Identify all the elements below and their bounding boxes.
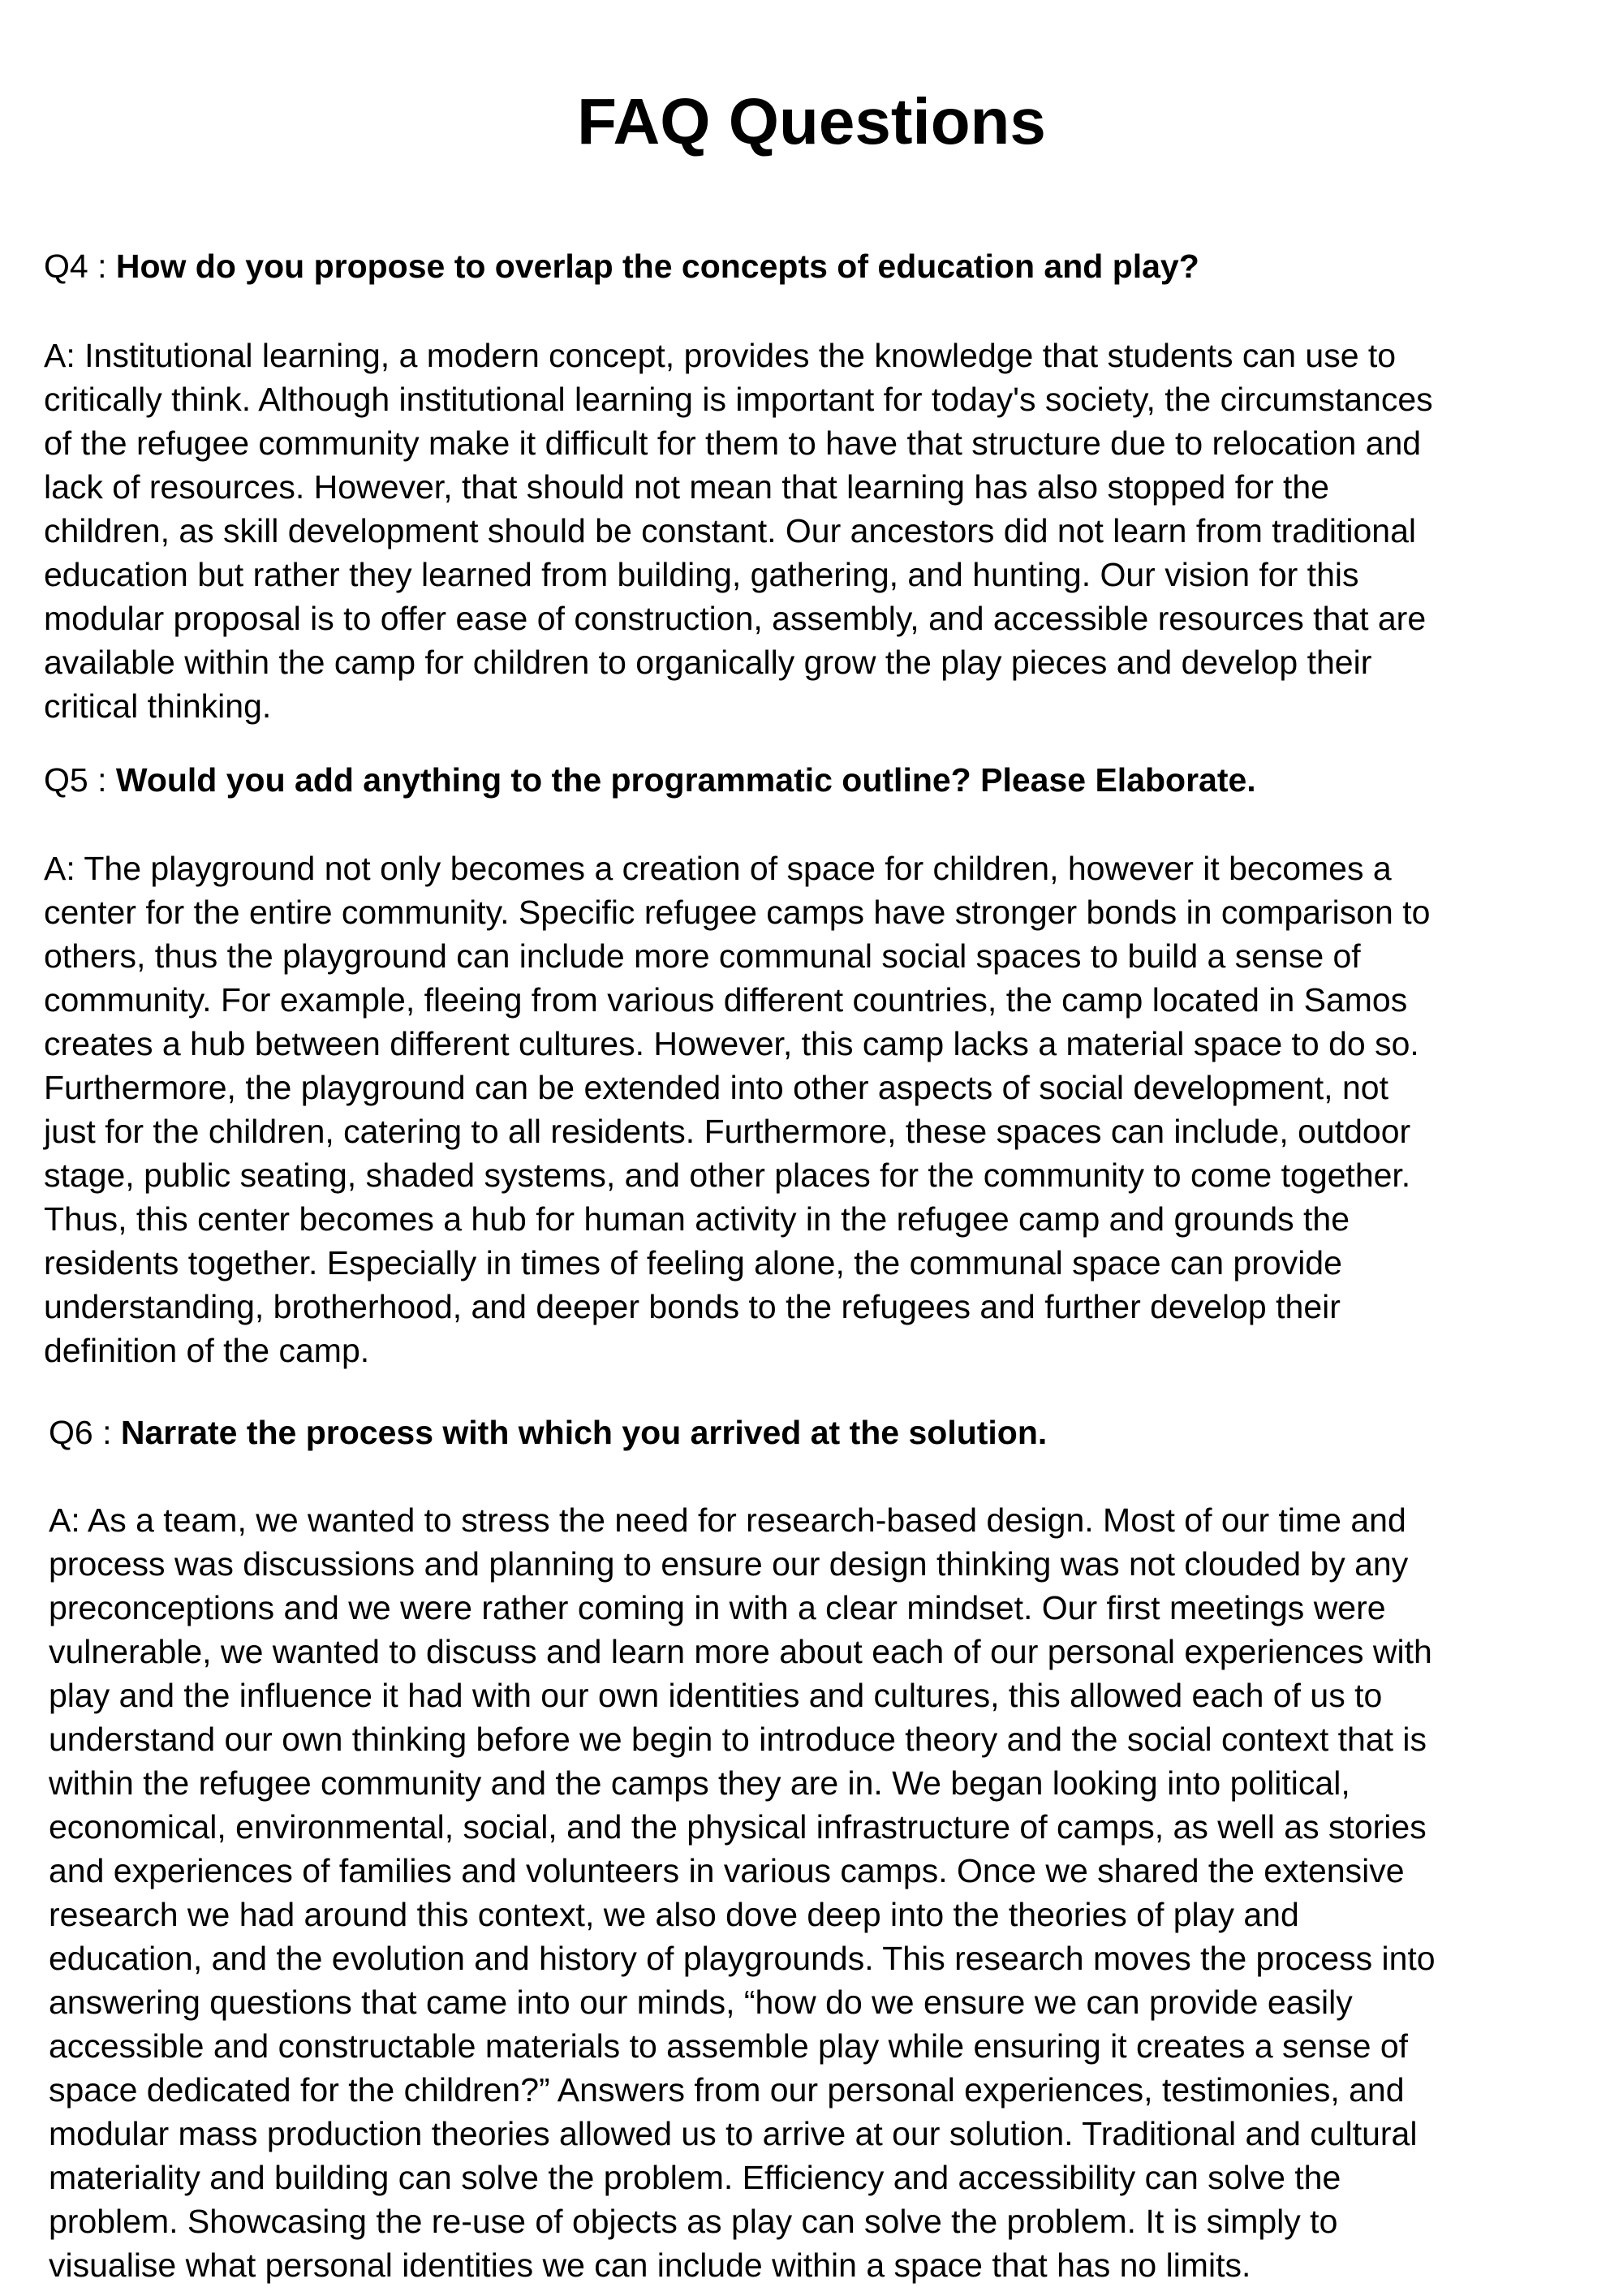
answer-line: modular mass production theories allowed us to arrive at our solution. Traditional and cultural [49, 2115, 1418, 2152]
answer-line: critical thinking. [44, 687, 272, 725]
answer-line: preconceptions and we were rather coming in with a clear mindset. Our first meetings were [49, 1589, 1386, 1626]
answer-line: lack of resources. However, that should not mean that learning has also stopped for the [44, 468, 1329, 506]
answer-line: of the refugee community make it difficult for them to have that structure due to relocation and [44, 424, 1422, 462]
answer-line: Thus, this center becomes a hub for human activity in the refugee camp and grounds the [44, 1200, 1350, 1238]
question-prefix: Q4 : [44, 248, 116, 285]
answer-line: visualise what personal identities we can include within a space that has no limits. [49, 2246, 1251, 2284]
answer-q5 [44, 846, 1623, 1372]
answer-line: accessible and constructable materials to assemble play while ensuring it creates a sense of [49, 2027, 1409, 2065]
answer-line: problem. Showcasing the re-use of objects as play can solve the problem. It is simply to [49, 2203, 1338, 2240]
question-prefix: Q5 : [44, 761, 116, 799]
question-prefix: Q6 : [49, 1414, 121, 1451]
question-text: Narrate the process with which you arrived at the solution. [120, 1414, 1048, 1451]
answer-line: economical, environmental, social, and the physical infrastructure of camps, as well as stories [49, 1808, 1427, 1846]
answer-line: within the refugee community and the camps they are in. We began looking into political, [49, 1764, 1350, 1802]
answer-line: critically think. Although institutional learning is important for today's society, the circumstances [44, 381, 1433, 418]
answer-line: available within the camp for children to organically grow the play pieces and develop their [44, 644, 1372, 681]
answer-line: vulnerable, we wanted to discuss and learn more about each of our personal experiences with [49, 1633, 1432, 1670]
answer-line: process was discussions and planning to ensure our design thinking was not clouded by any [49, 1545, 1409, 1583]
question-q4 [44, 244, 1199, 288]
answer-line: education, and the evolution and history of playgrounds. This research moves the process into [49, 1940, 1436, 1977]
answer-line: A: Institutional learning, a modern concept, provides the knowledge that students can use to [44, 337, 1397, 374]
question-text: How do you propose to overlap the concepts of education and play? [115, 248, 1199, 285]
answer-line: others, thus the playground can include more communal social spaces to build a sense of [44, 937, 1361, 975]
answer-line: understanding, brotherhood, and deeper bonds to the refugees and further develop their [44, 1288, 1341, 1325]
answer-line: play and the influence it had with our own identities and cultures, this allowed each of us to [49, 1677, 1383, 1714]
answer-line: and experiences of families and volunteers in various camps. Once we shared the extensive [49, 1852, 1405, 1889]
question-q6 [49, 1411, 1047, 1454]
answer-line: materiality and building can solve the problem. Efficiency and accessibility can solve the [49, 2159, 1341, 2196]
answer-line: modular proposal is to offer ease of construction, assembly, and accessible resources that are [44, 600, 1427, 637]
answer-line: just for the children, catering to all residents. Furthermore, these spaces can include, outdoor [44, 1113, 1411, 1150]
answer-line: community. For example, fleeing from various different countries, the camp located in Samos [44, 981, 1408, 1019]
answer-line: education but rather they learned from building, gathering, and hunting. Our vision for this [44, 556, 1359, 593]
answer-line: stage, public seating, shaded systems, and other places for the community to come together. [44, 1157, 1411, 1194]
answer-line: creates a hub between different cultures. However, this camp lacks a material space to do so. [44, 1025, 1419, 1062]
answer-line: residents together. Especially in times of feeling alone, the communal space can provide [44, 1244, 1342, 1282]
answer-line: understand our own thinking before we begin to introduce theory and the social context that is [49, 1721, 1427, 1758]
answer-line: A: As a team, we wanted to stress the need for research-based design. Most of our time and [49, 1501, 1406, 1539]
answer-line: A: The playground not only becomes a creation of space for children, however it becomes a [44, 850, 1392, 887]
answer-line: children, as skill development should be constant. Our ancestors did not learn from traditional [44, 512, 1417, 549]
page-title: FAQ Questions [577, 85, 1046, 157]
answer-line: research we had around this context, we also dove deep into the theories of play and [49, 1896, 1299, 1933]
answer-q4 [44, 334, 1623, 728]
question-q5 [44, 758, 1256, 802]
answer-line: Furthermore, the playground can be extended into other aspects of social development, not [44, 1069, 1388, 1106]
answer-q6 [49, 1498, 1623, 2287]
answer-line: center for the entire community. Specific refugee camps have stronger bonds in comparison to [44, 894, 1431, 931]
answer-line: answering questions that came into our minds, “how do we ensure we can provide easily [49, 1984, 1353, 2021]
question-text: Would you add anything to the programmatic outline? Please Elaborate. [115, 761, 1256, 799]
answer-line: space dedicated for the children?” Answers from our personal experiences, testimonies, and [49, 2071, 1405, 2109]
answer-line: definition of the camp. [44, 1332, 370, 1369]
